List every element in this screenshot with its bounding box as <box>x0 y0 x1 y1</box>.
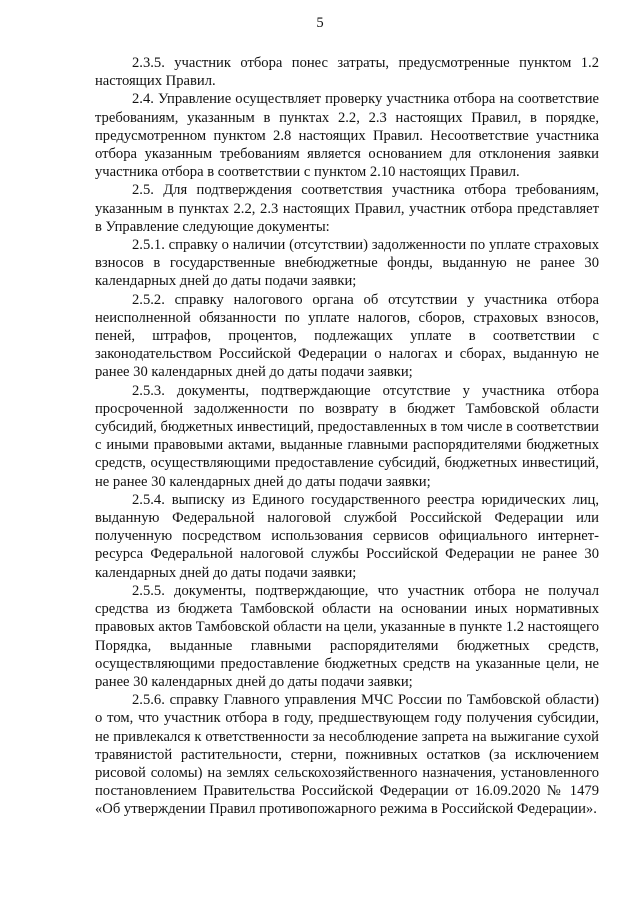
paragraph-2-5-6: 2.5.6. справку Главного управления МЧС России по Тамбовской области) о том, что участник отбора в году, предшествующем году получения субсидии, не привлекался к ответственности за несоблюдение запрета на выжигание сухой травянистой растительности, стерни, пожнивных остатков (за исключением рисовой соломы) на землях сельскохозяйственного назначения, установленного постановлением Правительства Российской Федерации от 16.09.2020 № 1479 «Об утверждении Правил противопожарного режима в Российской Федерации». <box>95 692 599 818</box>
paragraph-2-5-3: 2.5.3. документы, подтверждающие отсутствие у участника отбора просроченной задолженности по возврату в бюджет Тамбовской области субсидий, бюджетных инвестиций, предоставленных в том числе в соответствии с иными правовыми актами, выданные главными распорядителями бюджетных средств, осуществляющими предоставление субсидий, бюджетных инвестиций, не ранее 30 календарных дней до даты подачи заявки; <box>95 382 599 490</box>
paragraph-2-5: 2.5. Для подтверждения соответствия участника отбора требованиям, указанным в пунктах 2.2, 2.3 настоящих Правил, участник отбора представляет в Управление следующие документы: <box>95 182 599 235</box>
document-body <box>95 54 599 819</box>
paragraph-2-5-2: 2.5.2. справку налогового органа об отсутствии у участника отбора неисполненной обязанности по уплате налогов, сборов, страховых взносов, пеней, штрафов, процентов, подлежащих уплате в соответствии с законодательством Российской Федерации о налогах и сборах, выданную не ранее 30 календарных дней до даты подачи заявки; <box>95 291 599 381</box>
paragraph-2-5-1: 2.5.1. справку о наличии (отсутствии) задолженности по уплате страховых взносов в государственные внебюджетные фонды, выданную не ранее 30 календарных дней до даты подачи заявки; <box>95 237 599 290</box>
page-number: 5 <box>316 15 324 31</box>
paragraph-2-5-5: 2.5.5. документы, подтверждающие, что участник отбора не получал средства из бюджета Тамбовской области на основании иных нормативных правовых актов Тамбовской области на цели, указанные в пункте 1.2 настоящего Порядка, выданные главными распорядителями бюджетных средств, осуществляющими предоставление бюджетных средств на указанные цели, не ранее 30 календарных дней до даты подачи заявки; <box>95 582 599 690</box>
paragraph-2-5-4: 2.5.4. выписку из Единого государственного реестра юридических лиц, выданную Федеральной налоговой службой Российской Федерации или полученную посредством использования сервисов официального интернет-ресурса Федеральной налоговой службы Российской Федерации не ранее 30 календарных дней до даты подачи заявки; <box>95 491 599 581</box>
paragraph-2-4: 2.4. Управление осуществляет проверку участника отбора на соответствие требованиям, указанным в пунктах 2.2, 2.3 настоящих Правил, в порядке, предусмотренном пунктом 2.8 настоящих Правил. Несоответствие участника отбора указанным требованиям является основанием для отклонения заявки участника отбора в соответствии с пунктом 2.10 настоящих Правил. <box>95 91 599 181</box>
paragraph-2-3-5: 2.3.5. участник отбора понес затраты, предусмотренные пунктом 1.2 настоящих Правил. <box>95 55 599 90</box>
